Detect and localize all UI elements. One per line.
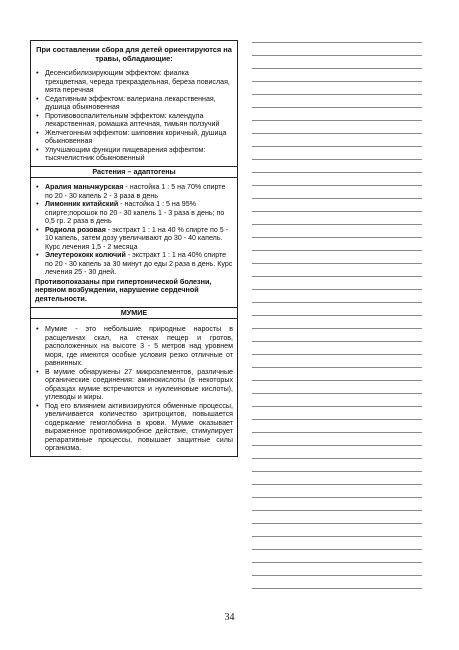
- note-line: [252, 341, 422, 342]
- note-line: [252, 510, 422, 511]
- list-item: • В мумие обнаружены 27 микроэлементов, различные органические соединения: аминокислоты (в некоторых образцах мумие встречаются и нуклеиновые кислоты), углеводы и жиры.: [45, 368, 233, 402]
- note-line: [252, 211, 422, 212]
- note-line: [252, 94, 422, 95]
- herb-dosage: - настойка 1 : 5 на 70% спирте по 20 - 30 капель 2 - 3 раза в день: [45, 183, 226, 200]
- page-number: 34: [224, 612, 235, 623]
- adaptogens-list: [35, 183, 233, 277]
- note-line: [252, 588, 422, 589]
- note-line: [252, 302, 422, 303]
- herb-dosage: - экстракт 1 : 1 на 40% спирте по 20 - 30 капель за 30 минут до еды 2 раза в день. Курс лечения 25 - 30 дней.: [45, 251, 233, 277]
- note-line: [252, 549, 422, 550]
- note-line: [252, 497, 422, 498]
- list-item: • Улучшающим функции пищеварения эффектом: тысячелистник обыкновенный: [45, 146, 233, 163]
- note-line: [252, 68, 422, 69]
- list-item: • Под его влиянием активизируются обменные процессы, увеличивается количество эритроцитов, повышается содержание гемоглобина в крови. Мумие оказывает выраженное противомикробное действие, стимулирует репаративные процессы, повышает защитные силы организма.: [45, 402, 233, 453]
- note-line: [252, 55, 422, 56]
- note-line: [252, 146, 422, 147]
- note-line: [252, 393, 422, 394]
- herb-name: Родиола розовая: [45, 225, 106, 234]
- note-line: [252, 250, 422, 251]
- intro-section: [31, 41, 237, 167]
- note-line: [252, 289, 422, 290]
- note-line: [252, 406, 422, 407]
- note-line: [252, 484, 422, 485]
- note-line: [252, 445, 422, 446]
- note-line: [252, 81, 422, 82]
- list-item: [45, 183, 233, 200]
- note-line: [252, 133, 422, 134]
- herb-dosage: - экстракт 1 : 1 на 40 % спирте по 5 - 10 капель, затем дозу увеличивают до 30 - 40 капель. Курс лечения 1,5 - 2 месяца: [45, 225, 229, 251]
- list-item: • Желчегонным эффектом: шиповник коричный, душица обыкновенная: [45, 129, 233, 146]
- adaptogens-section: [31, 178, 237, 307]
- note-line: [252, 367, 422, 368]
- note-line: [252, 380, 422, 381]
- note-line: [252, 471, 422, 472]
- note-line: [252, 198, 422, 199]
- note-line: [252, 354, 422, 355]
- herb-name: Аралия маньчжурская: [45, 183, 124, 192]
- list-item: • Седативным эффектом: валериана лекарственная, душица обыкновенная: [45, 95, 233, 112]
- note-line: [252, 107, 422, 108]
- herb-name: Элеутерококк колючий: [45, 251, 126, 260]
- note-line: [252, 562, 422, 563]
- note-line: [252, 328, 422, 329]
- note-line: [252, 536, 422, 537]
- note-line: [252, 185, 422, 186]
- adaptogens-heading: Растения – адаптогены: [31, 167, 237, 179]
- note-line: [252, 523, 422, 524]
- herb-name: Лимонник китайский: [45, 200, 119, 209]
- mumie-section: [31, 319, 237, 456]
- intro-title: При составлении сбора для детей ориентируются на травы, обладающие:: [36, 45, 232, 63]
- note-line: [252, 224, 422, 225]
- note-line: [252, 276, 422, 277]
- list-item: • Десенсибилизирующим эффектом: фиалка трехцветная, череда трехраздельная, береза повислая, мята перечная: [45, 69, 233, 95]
- list-item: [45, 226, 233, 252]
- note-line: [252, 419, 422, 420]
- note-line: [252, 237, 422, 238]
- note-line: [252, 42, 422, 43]
- content-table: [30, 40, 238, 457]
- mumie-heading: МУМИЕ: [31, 308, 237, 320]
- list-item: [45, 251, 233, 277]
- list-item: [45, 200, 233, 226]
- contraindication-note: Противопоказаны при гипертонической болезни, нервном возбуждении, нарушение сердечной деятельности.: [35, 276, 212, 303]
- note-line: [252, 172, 422, 173]
- note-line: [252, 263, 422, 264]
- list-item: • Мумие - это небольшие природные наросты в расщелинах скал, на стенах пещер и гротов, расположенных на высоте 3 - 5 метров над уровнем моря, где имеются особые условия резко отличные от равнинных.: [45, 325, 233, 368]
- herb-dosage: - настойка 1 : 5 на 95% спирте;порошок по 20 - 30 капель 1 - 3 раза в день; по 0,5 гр. 2 раза в день: [45, 200, 225, 226]
- note-line: [252, 159, 422, 160]
- mumie-list: [35, 325, 233, 453]
- note-lines: [252, 42, 422, 602]
- note-line: [252, 432, 422, 433]
- note-line: [252, 575, 422, 576]
- note-line: [252, 315, 422, 316]
- list-item: • Противовоспалительным эффектом: календула лекарственная, ромашка аптечная, тимьян ползучий: [45, 112, 233, 129]
- intro-list: [35, 69, 233, 163]
- note-line: [252, 120, 422, 121]
- note-line: [252, 458, 422, 459]
